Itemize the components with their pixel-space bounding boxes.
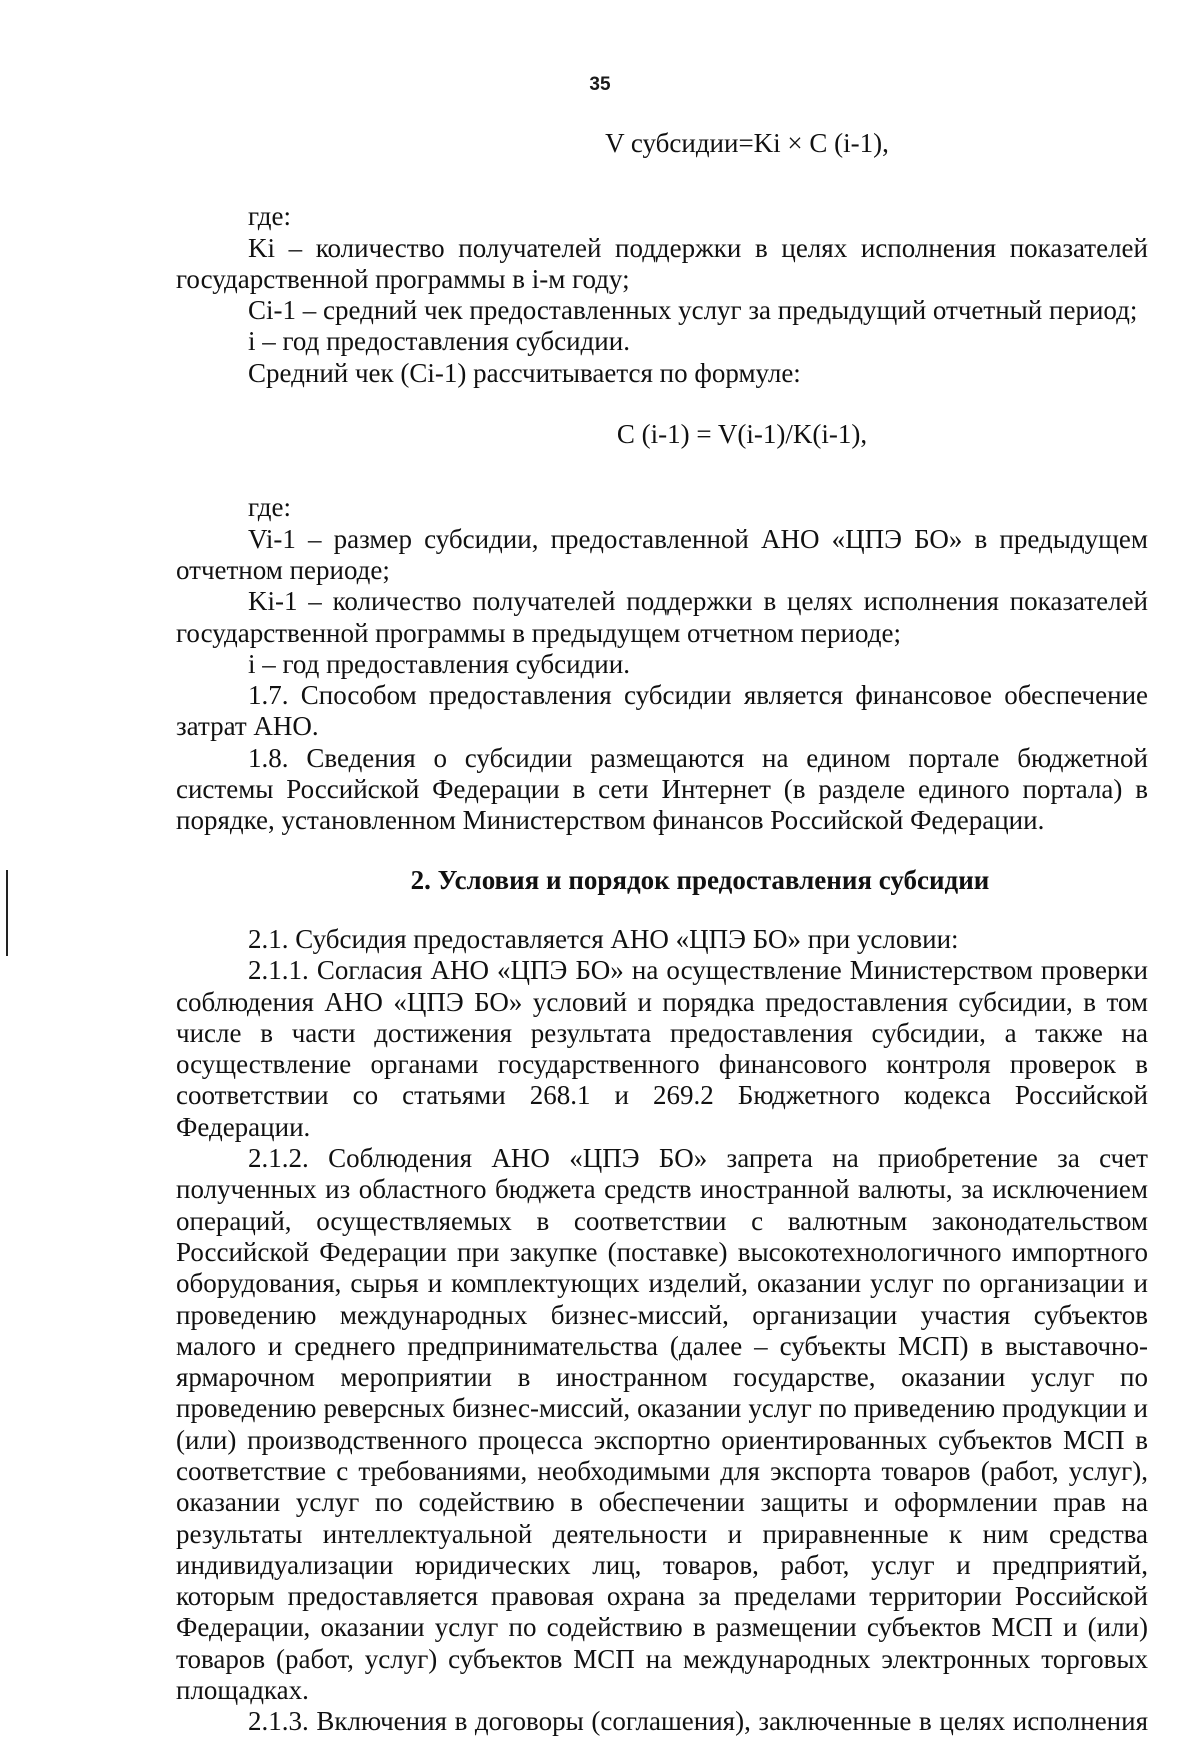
ci-definition: Ci-1 – средний чек предоставленных услуг за предыдущий отчетный период; — [248, 295, 1138, 326]
paragraph-2-1: 2.1. Субсидия предоставляется АНО «ЦПЭ БО» при условии: — [248, 923, 959, 954]
subsidy-formula: V субсидии=Ki × C (i-1), — [605, 128, 889, 158]
paragraph-1-8: 1.8. Сведения о субсидии размещаются на едином портале бюджетной системы Российской Федерации в сети Интернет (в разделе единого портала) в порядке, установленном Министерством финансов Российской Федерации. — [176, 742, 1148, 836]
margin-scan-mark — [6, 870, 8, 956]
where-label-2: где: — [248, 492, 291, 523]
average-check-formula: C (i-1) = V(i-1)/K(i-1), — [616, 419, 868, 450]
section-2-heading: 2. Условия и порядок предоставления субсидии — [410, 864, 990, 895]
average-check-intro: Средний чек (Ci-1) рассчитывается по формуле: — [248, 357, 801, 388]
paragraph-2-1-1: 2.1.1. Согласия АНО «ЦПЭ БО» на осуществление Министерством проверки соблюдения АНО «ЦПЭ БО» условий и порядка предоставления субсидии, в том числе в части достижения результата предоставления субсидии, а также на осуществление органами государственного финансового контроля проверок в соответствии со статьями 268.1 и 269.2 Бюджетного кодекса Российской Федерации. — [176, 955, 1148, 1142]
ki1-definition: Ki-1 – количество получателей поддержки в целях исполнения показателей государственной программы в предыдущем отчетном периоде; — [176, 586, 1148, 648]
paragraph-1-7: 1.7. Способом предоставления субсидии является финансовое обеспечение затрат АНО. — [176, 680, 1148, 742]
i-definition-1: i – год предоставления субсидии. — [248, 326, 630, 357]
ki-definition: Ki – количество получателей поддержки в целях исполнения показателей государственной программы в i-м году; — [176, 232, 1148, 294]
page-number: 35 — [589, 74, 611, 95]
vi-definition: Vi-1 – размер субсидии, предоставленной АНО «ЦПЭ БО» в предыдущем отчетном периоде; — [176, 523, 1148, 585]
document-body — [176, 128, 1148, 1738]
paragraph-2-1-2: 2.1.2. Соблюдения АНО «ЦПЭ БО» запрета на приобретение за счет полученных из областного бюджета средств иностранной валюты, за исключением операций, осуществляемых в соответствии с валютным законодательством Российской Федерации при закупке (поставке) высокотехнологичного импортного оборудования, сырья и комплектующих изделий, оказании услуг по организации и проведению международных бизнес-миссий, организации участия субъектов малого и среднего предпринимательства (далее – субъекты МСП) в выставочно-ярмарочном мероприятии в иностранном государстве, оказании услуг по проведению реверсных бизнес-миссий, оказании услуг по приведению продукции и (или) производственного процесса экспортно ориентированных субъектов МСП в соответствие с требованиями, необходимыми для экспорта товаров (работ, услуг), оказании услуг по содействию в обеспечении защиты и оформлении прав на результаты интеллектуальной деятельности и приравненные к ним средства индивидуализации юридических лиц, товаров, работ, услуг и предприятий, которым предоставляется правовая охрана за пределами территории Российской Федерации, оказании услуг по содействию в размещении субъектов МСП и (или) товаров (работ, услуг) субъектов МСП на международных электронных торговых площадках. — [176, 1143, 1148, 1706]
where-label-1: где: — [248, 201, 291, 232]
i-definition-2: i – год предоставления субсидии. — [248, 648, 630, 679]
paragraph-2-1-3: 2.1.3. Включения в договоры (соглашения), заключенные в целях исполнения — [248, 1706, 1148, 1737]
